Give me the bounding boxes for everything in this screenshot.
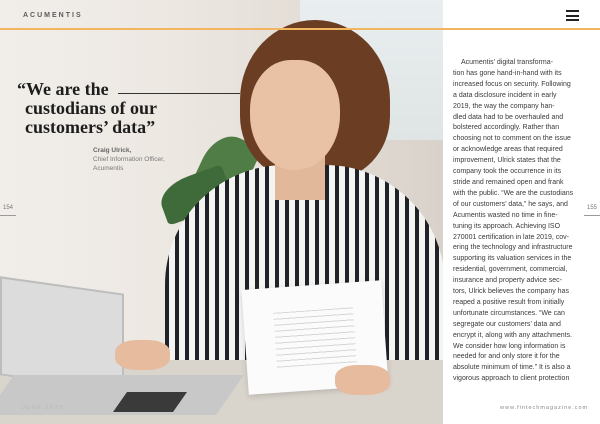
body-line: tuning its approach. Achieving ISO (453, 222, 561, 230)
quote-rule (118, 93, 240, 94)
pull-quote-line: customers’ data” (25, 117, 156, 137)
body-line: 2019, the way the company han- (453, 102, 555, 110)
hand (115, 340, 170, 370)
body-line: needed for and only store it for the (453, 353, 560, 361)
body-line: tion has gone hand-in-hand with its (453, 69, 562, 77)
body-line: Acumentis’ digital transforma- (461, 59, 553, 66)
body-line: residential, government, commercial, (453, 266, 568, 274)
body-line: of our customers’ data,” he says, and (453, 200, 568, 208)
quote-attribution (93, 146, 165, 173)
hand (335, 365, 390, 395)
body-line: segregate our customers’ data and (453, 320, 561, 328)
brand-logo[interactable]: ACUMENTIS (23, 12, 83, 19)
body-line: encrypt it, along with any attachments. (453, 331, 573, 339)
body-line: 270001 certification in late 2019, cov- (453, 233, 569, 241)
page-number-left: 154 (3, 205, 14, 211)
body-line: supporting its valuation services in the (453, 255, 572, 263)
footer-url[interactable]: www.fintechmagazine.com (500, 405, 589, 411)
body-line: We consider how long information is (453, 342, 566, 350)
body-line: ering the technology and infrastructure (453, 244, 573, 252)
attribution-company: Acumentis (93, 165, 124, 172)
attribution-name: Craig Ulrick, (93, 147, 132, 154)
body-line: with the public. “We are the custodians (453, 189, 574, 197)
body-line: or acknowledge areas that required (453, 146, 563, 154)
body-line: choosing not to comment on the issue (453, 135, 571, 143)
body-line: improvement, Ulrick states that the (453, 157, 561, 165)
attribution-role: Chief Information Officer, (93, 156, 165, 163)
pull-quote (17, 80, 242, 137)
article-body (453, 58, 581, 385)
body-line: absolute minimum of time.” It is also a (453, 364, 571, 372)
body-line: insurance and property advice sec- (453, 277, 562, 285)
woman-face (250, 60, 340, 170)
page-number-rule (0, 215, 16, 216)
body-line: a data disclosure incident in early (453, 91, 557, 99)
body-line: company took the occurrence in its (453, 168, 562, 176)
body-line: unfortunate circumstances. “We can (453, 309, 565, 317)
body-line: vigorous approach to client protection (453, 375, 570, 383)
body-line: Acumentis wasted no time in fine- (453, 211, 558, 219)
body-line: increased focus on security. Following (453, 80, 571, 88)
body-line: reaped a positive result from initially (453, 298, 565, 306)
page-number-rule (584, 215, 600, 216)
body-line: bolstered accordingly. Rather than (453, 124, 560, 132)
body-line: tors, Ulrick believes the company has (453, 288, 569, 296)
header-accent-rule (0, 28, 600, 30)
page-number-right: 155 (587, 205, 598, 211)
pull-quote-line: “We are the (17, 79, 109, 99)
hamburger-menu-icon[interactable] (566, 10, 579, 21)
footer-date: JUNE 2020 (22, 405, 64, 411)
body-line: dled data had to be overhauled and (453, 113, 564, 121)
pull-quote-line: custodians of our (25, 98, 158, 118)
body-line: stride and remained open and frank (453, 178, 564, 186)
